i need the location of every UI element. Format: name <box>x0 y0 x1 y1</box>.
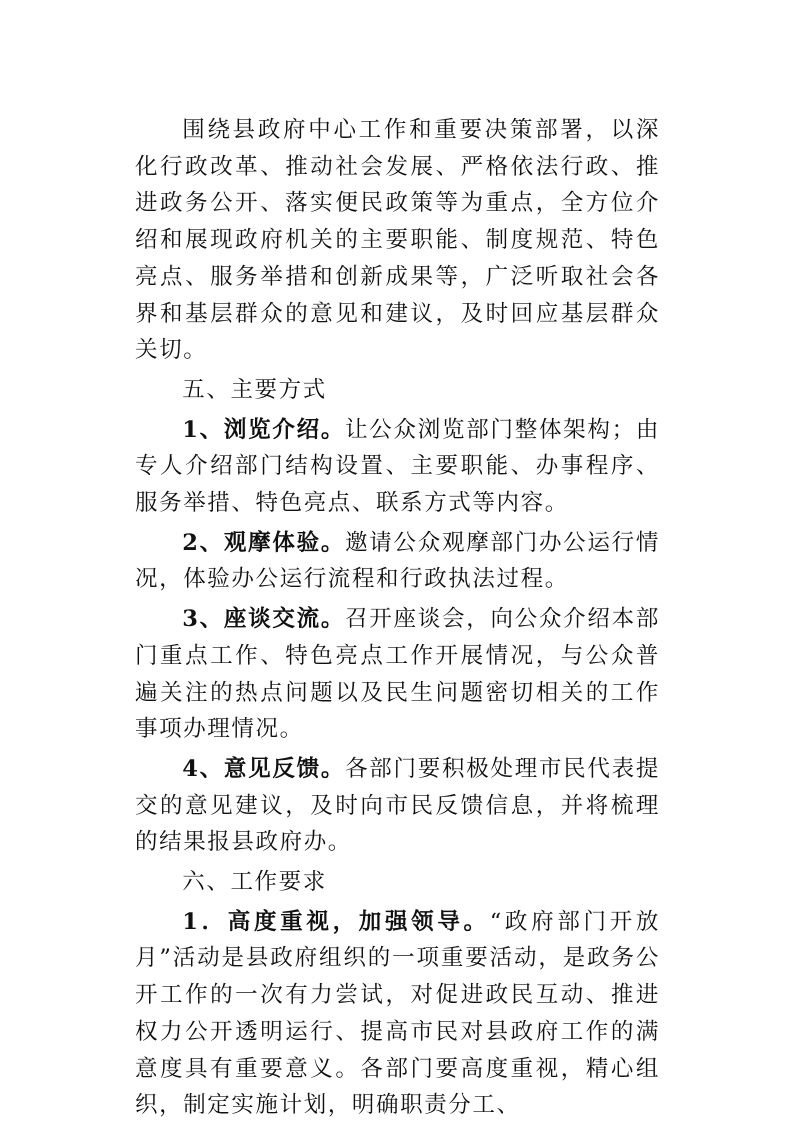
document-body <box>135 112 660 1124</box>
method-item-discuss <box>135 601 660 748</box>
intro-paragraph <box>135 112 660 369</box>
section-heading-main-methods <box>135 372 660 409</box>
section-heading-requirements <box>135 864 660 901</box>
method-item-text: 各部门要积极处理市民代表提交的意见建议，及时向市民反馈信息，并将梳理的结果报县政府办。 <box>135 755 660 856</box>
section-heading-text: 六、工作要求 <box>182 869 327 896</box>
section-heading-text: 五、主要方式 <box>182 376 327 403</box>
method-item-feedback <box>135 751 660 861</box>
requirement-item-text: “政府部门开放月”活动是县政府组织的一项重要活动，是政务公开工作的一次有力尝试，对促进政民互动、推进权力公开透明运行、提高市民对县政府工作的满意度具有重要意义。各部门要高度重视，精心组织，制定实施计划，明确职责分工、 <box>135 908 660 1119</box>
method-item-title: 2、观摩体验。 <box>182 529 346 556</box>
requirement-item-title: 1．高度重视，加强领导。 <box>182 908 490 935</box>
method-item-title: 1、浏览介绍。 <box>182 416 346 443</box>
intro-text: 围绕县政府中心工作和重要决策部署，以深化行政改革、推动社会发展、严格依法行政、推进政务公开、落实便民政策等为重点，全方位介绍和展现政府机关的主要职能、制度规范、特色亮点、服务举措和创新成果等，广泛听取社会各界和基层群众的意见和建议，及时回应基层群众关切。 <box>135 117 660 364</box>
requirement-item-leadership <box>135 904 660 1124</box>
method-item-observe <box>135 525 660 598</box>
method-item-title: 3、座谈交流。 <box>182 606 346 633</box>
method-item-text: 邀请公众观摩部门办公运行情况，体验办公运行流程和行政执法过程。 <box>135 529 660 593</box>
method-item-title: 4、意见反馈。 <box>182 755 346 782</box>
method-item-text: 召开座谈会，向公众介绍本部门重点工作、特色亮点工作开展情况，与公众普遍关注的热点问题以及民生问题密切相关的工作事项办理情况。 <box>135 606 660 743</box>
method-item-browse <box>135 412 660 522</box>
method-item-text: 让公众浏览部门整体架构；由专人介绍部门结构设置、主要职能、办事程序、服务举措、特色亮点、联系方式等内容。 <box>135 416 660 517</box>
